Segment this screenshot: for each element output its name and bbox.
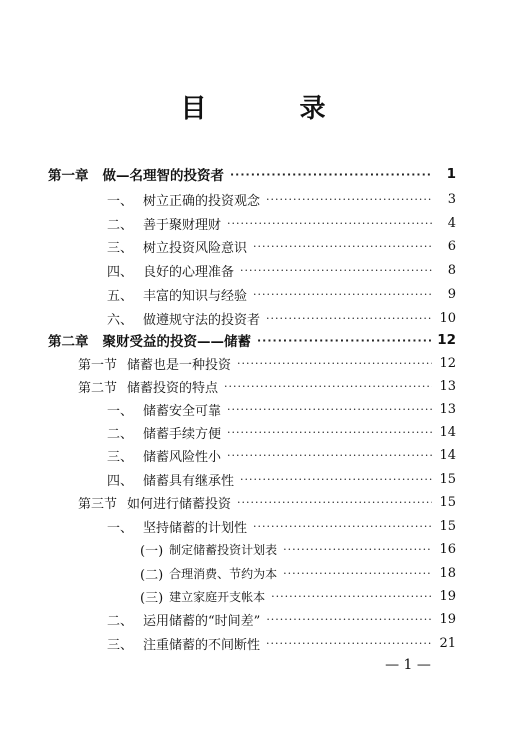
toc-entry-title: 做遵规守法的投资者: [143, 312, 261, 328]
toc-page-number: 1: [446, 166, 456, 182]
toc-item-row: [140, 585, 456, 607]
toc-page-number: 15: [439, 518, 456, 534]
toc-leader-dots: [237, 357, 432, 370]
toc-entry-title: 注重储蓄的不间断性: [143, 637, 261, 653]
toc-page-number: 15: [439, 471, 456, 487]
toc-item-row: [140, 562, 456, 584]
toc-entry-title: 坚持储蓄的计划性: [143, 520, 248, 536]
page-title: 目 录: [180, 94, 368, 124]
toc-entry-number: 一、: [107, 193, 134, 209]
toc-item-row: [107, 212, 456, 234]
toc-entry-title: 储蓄手续方便: [143, 426, 222, 442]
toc-entry-number: (三): [140, 590, 164, 606]
toc-entry-number: 二、: [107, 613, 134, 629]
toc-page-number: 16: [439, 541, 456, 557]
toc-entry-title: 聚财受益的投资——储蓄: [102, 334, 251, 350]
toc-entry-number: 三、: [107, 637, 134, 653]
toc-entry-title: 建立家庭开支帐本: [169, 589, 266, 604]
toc-page-number: 15: [439, 494, 456, 510]
toc-entry-number: 二、: [107, 426, 134, 442]
toc-item-row: [107, 632, 456, 654]
toc-leader-dots: [227, 449, 432, 462]
toc-page-number: 12: [437, 332, 456, 348]
toc-leader-dots: [227, 426, 432, 439]
toc-section-row: [78, 491, 456, 513]
toc-page-number: 19: [439, 588, 456, 604]
toc-item-row: [107, 515, 456, 537]
toc-chapter-row: [48, 163, 456, 185]
toc-entry-title: 良好的心理准备: [143, 264, 235, 280]
toc-leader-dots: [253, 240, 432, 253]
toc-item-row: [107, 421, 456, 443]
toc-entry-title: 合理消费、节约为本: [169, 566, 278, 581]
toc-entry-number: 第一节: [78, 357, 118, 373]
toc-entry-number: 五、: [107, 288, 134, 304]
toc-item-row: [107, 259, 456, 281]
page-number: — 1 —: [385, 657, 431, 673]
toc-leader-dots: [253, 288, 432, 301]
toc-item-row: [140, 538, 456, 560]
toc-chapter-row: [48, 329, 456, 351]
toc-entry-title: 制定储蓄投资计划表: [169, 542, 278, 557]
toc-leader-dots: [227, 403, 432, 416]
toc-section-row: [78, 375, 456, 397]
toc-entry-number: (一): [140, 543, 164, 559]
toc-leader-dots: [240, 264, 432, 277]
toc-entry-title: 善于聚财理财: [143, 217, 222, 233]
toc-leader-dots: [266, 193, 432, 206]
toc-leader-dots: [283, 543, 432, 556]
toc-page-number: 13: [439, 401, 456, 417]
toc-item-row: [107, 307, 456, 329]
toc-entry-number: 第一章: [48, 168, 89, 184]
toc-entry-title: 丰富的知识与经验: [143, 288, 248, 304]
toc-entry-title: 做—名理智的投资者: [102, 168, 224, 184]
toc-leader-dots: [266, 613, 432, 626]
toc-page-number: 18: [439, 565, 456, 581]
toc-entry-title: 如何进行储蓄投资: [127, 496, 232, 512]
toc-entry-title: 储蓄投资的特点: [127, 380, 219, 396]
toc-leader-dots: [266, 312, 432, 325]
toc-item-row: [107, 444, 456, 466]
toc-entry-number: 三、: [107, 449, 134, 465]
toc-page-number: 19: [439, 611, 456, 627]
toc-entry-number: 二、: [107, 217, 134, 233]
toc-leader-dots: [237, 496, 432, 509]
toc-entry-number: 四、: [107, 473, 134, 489]
toc-page-number: 3: [447, 191, 456, 207]
toc-leader-dots: [227, 217, 432, 230]
toc-page-number: 4: [447, 215, 456, 231]
toc-leader-dots: [283, 567, 432, 580]
toc-entry-number: 第三节: [78, 496, 118, 512]
toc-item-row: [107, 188, 456, 210]
toc-page-number: 12: [439, 355, 456, 371]
toc-leader-dots: [257, 334, 431, 347]
toc-entry-number: 六、: [107, 312, 134, 328]
toc-entry-title: 运用储蓄的“时间差”: [143, 613, 261, 629]
toc-page-number: 8: [447, 262, 456, 278]
toc-entry-number: 四、: [107, 264, 134, 280]
toc-leader-dots: [224, 380, 432, 393]
toc-entry-number: 一、: [107, 403, 134, 419]
toc-entry-number: 第二节: [78, 380, 118, 396]
toc-leader-dots: [253, 520, 432, 533]
toc-item-row: [107, 235, 456, 257]
toc-item-row: [107, 283, 456, 305]
toc-entry-number: 第二章: [48, 334, 89, 350]
toc-page-number: 13: [439, 378, 456, 394]
toc-section-row: [78, 352, 456, 374]
toc-page-number: 9: [447, 286, 456, 302]
toc-page-number: 6: [447, 238, 456, 254]
toc-leader-dots: [271, 590, 432, 603]
toc-entry-title: 储蓄也是一种投资: [127, 357, 232, 373]
toc-entry-title: 储蓄风险性小: [143, 449, 222, 465]
toc-entry-number: 三、: [107, 240, 134, 256]
toc-item-row: [107, 468, 456, 490]
toc-entry-title: 储蓄具有继承性: [143, 473, 235, 489]
toc-page-number: 10: [439, 310, 456, 326]
toc-page-number: 14: [439, 447, 456, 463]
toc-entry-title: 树立投资风险意识: [143, 240, 248, 256]
toc-leader-dots: [230, 168, 432, 181]
toc-entry-title: 树立正确的投资观念: [143, 193, 261, 209]
toc-entry-number: 一、: [107, 520, 134, 536]
toc-item-row: [107, 608, 456, 630]
toc-page-number: 21: [439, 635, 456, 651]
toc-entry-number: (二): [140, 567, 164, 583]
toc-leader-dots: [266, 637, 432, 650]
toc-leader-dots: [240, 473, 432, 486]
toc-page-number: 14: [439, 424, 456, 440]
toc-item-row: [107, 398, 456, 420]
toc-entry-title: 储蓄安全可靠: [143, 403, 222, 419]
